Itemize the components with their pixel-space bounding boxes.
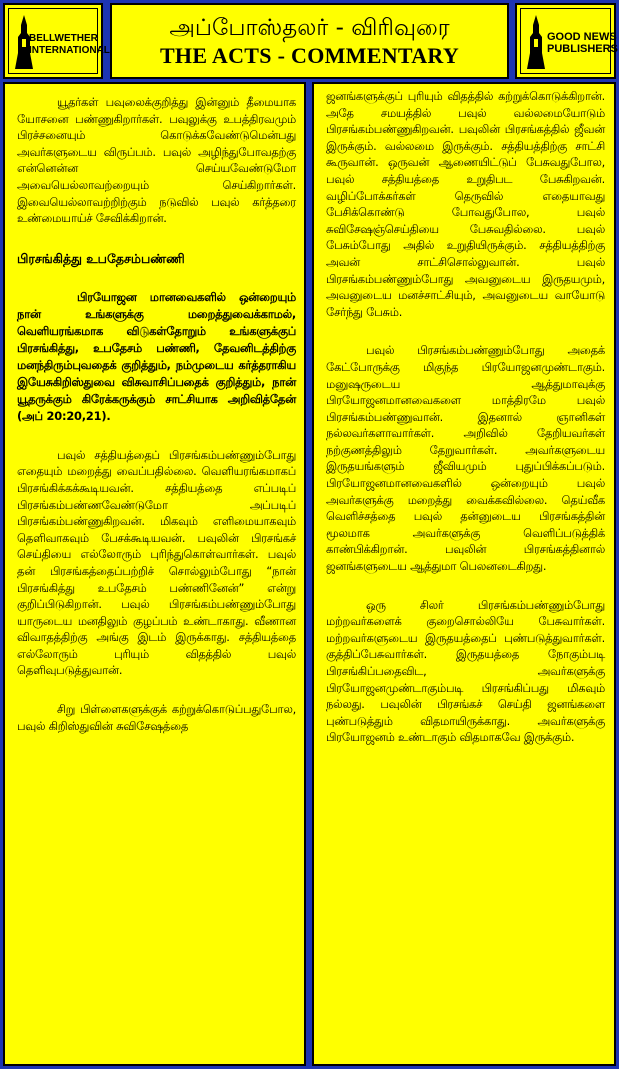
paragraph: ஒரு சிலர் பிரசங்கம்பண்ணும்போது மற்றவர்களைக் குறைசொல்லியே பேசுவார்கள். மற்றவர்களுடைய இருதயத்தைப் புண்படுத்துவார்கள். குத்திப்பேசுவார்கள். இருதயத்தை நோகும்படி பிரசங்கிப்பதைவிட, அவர்களுக்கு பிரயோஜனமுண்டாகும்படி பிரசங்கிப்பது மிகவும் நல்லது. பவுலின் பிரசங்கச் செய்தி ஜனங்களை புண்படுத்தும் விதமாயிருக்காது. அவர்களுக்கு பிரயோஜனம் உண்டாகும் விதமாகவே இருக்கும். — [326, 597, 605, 745]
logo-left-line: BELLWETHER INTERNATIONAL — [29, 33, 110, 56]
logo-right-line: GOOD NEWS PUBLISHERS — [547, 31, 618, 55]
logo-left-text — [29, 33, 110, 57]
scripture-quote: பிரயோஜன மானவைகளில் ஒன்றையும் நான் உங்களுக்கு மறைத்துவைக்காமல், வெளியரங்கமாக விடுகள்தோறும் உங்களுக்குப் பிரசங்கித்து, உபதேசம் பண்ணி, தேவனிடத்திற்கு மனந்திரும்புவதைக் குறித்தும், நம்முடைய கர்த்தராகிய இயேசுகிறிஸ்துவை விசுவாசிப்பதைக் குறித்தும், நான் யூதருக்கும் கிரேக்கருக்கும் சாட்சியாக அறிவித்தேன் (அப் 20:20,21). — [17, 289, 296, 423]
left-column-content — [17, 94, 296, 748]
section-heading: பிரசங்கித்து உபதேசம்பண்ணி — [17, 250, 185, 266]
tower-icon — [525, 13, 547, 71]
english-title: THE ACTS - COMMENTARY — [159, 43, 460, 68]
title-panel — [110, 3, 509, 79]
logo-frame — [520, 8, 618, 74]
paragraph: சிறு பிள்ளைகளுக்குக் கற்றுக்கொடுப்பதுபோல, பவுல் கிறிஸ்துவின் சுவிசேஷத்தை — [17, 702, 296, 733]
right-column-content — [326, 88, 605, 760]
logo-frame — [8, 8, 110, 74]
right-column — [312, 82, 616, 1066]
good-news-logo — [515, 3, 616, 79]
logo-right-text — [547, 31, 618, 55]
paragraph: பவுல் பிரசங்கம்பண்ணும்போது அதைக் கேட்போருக்கு மிகுந்த பிரயோஜனமுண்டாகும். மனுஷருடைய ஆத்துமாவுக்கு பிரயோஜனமானவைகளை மாத்திரமே பவுல் பிரசங்கம்பண்ணுவான். இதனால் ஞானிகள் நல்லவர்களாவார்கள். அறிவில் தேறியவர்கள் நற்குணத்திலும் தேறுவார்கள். அவர்களுடைய இருதயங்களும் ஜீவியமும் புதுப்பிக்கப்படும். பிரயோஜனமானவைகளில் ஒன்றையும் பவுல் அவர்களுக்கு மறைத்து வைக்கவில்லை. தெய்வீக வெளிச்சத்தை பவுல் தன்னுடைய பிரசங்கத்தின் மூலமாக அவர்களுக்கு வெளிப்படுத்திக் காண்பிக்கிறான். பவுலின் பிரசங்கத்தினால் ஜனங்களுடைய ஆத்துமா பெலனடைகிறது. — [326, 343, 605, 574]
left-column — [3, 82, 306, 1066]
paragraph: யூதர்கள் பவுலைக்குறித்து இன்னும் தீமையாக யோசனை பண்ணுகிறார்கள். பவுலுக்கு உபத்திரவமும் பிரச்சனையும் கொடுக்கவேண்டுமென்பது அவர்களுடைய விருப்பம். பவுல் அழிந்துபோவதற்கு என்னென்ன செய்யவேண்டுமோ அவையெல்லாவற்றையும் செய்கிறார்கள். இவையெல்லாவற்றிற்கும் நடுவில் பவுல் கர்த்தரை உண்மையாய்ச் சேவிக்கிறான். — [17, 95, 296, 226]
paragraph: ஜனங்களுக்குப் புரியும் விதத்தில் கற்றுக்கொடுக்கிறான். அதே சமயத்தில் பவுல் வல்லமையோடும் பிரசங்கம்பண்ணுகிறவன். பவுலின் பிரசங்கத்தில் ஜீவன் இருக்கும். வல்லமை இருக்கும். சத்தியத்திற்கு சாட்சி கூருவான். ஒருவன் ஆணையிட்டுப் பேசுவதுபோல, பவுல் சத்தியத்தை உறுதிபட பேசுகிறவன். வழிப்போக்கர்கள் தெருவில் எதையாவது பேசிக்கொண்டு போவதுபோல, பவுல் சுவிசேஷஞ்செய்தியை பேசுவதில்லை. பவுல் பேசும்போது அதில் உறுதியிருக்கும். சத்தியத்திற்கு அவன் சாட்சிசொல்லுவான். பவுல் பிரசங்கம்பண்ணும்போது அவனுடைய இருதயமும், அவனுடைய மனச்சாட்சியும், அவனுடைய வாயோடு சேர்ந்து பேசும். — [326, 89, 605, 319]
tamil-title: அப்போஸ்தலர் - விரிவுரை — [169, 15, 450, 41]
bellwether-logo — [3, 3, 110, 79]
paragraph: பவுல் சத்தியத்தைப் பிரசங்கம்பண்ணும்போது எதையும் மறைத்து வைப்பதில்லை. வெளியரங்கமாகப் பிரசங்கிக்கக்கூடியவன். சத்தியத்தை எப்படிப் பிரசங்கம்பண்ணவேண்டுமோ அப்படிப் பிரசங்கம்பண்ணுகிறவன். மிகவும் எளிமையாகவும் தெளிவாகவும் பேசக்கூடியவன். பவுலின் பிரசங்கச் செய்தியை எல்லோரும் புரிந்துகொள்வார்கள். பவுல் தன் பிரசங்கத்தைப்பற்றிச் சொல்லும்போது “நான் பிரசங்கித்து உபதேசம் பண்ணினேன்” என்று குறிப்பிடுகிறான். பவுல் பிரசங்கம்பண்ணும்போது யாருடைய மனதிலும் குழப்பம் உண்டாகாது. வீணான விவாதத்திற்கு அங்கு இடம் இருக்காது. சத்தியத்தை எல்லோரும் புரியும் விதத்தில் பவுல் தெளிவுபடுத்துவான். — [17, 447, 296, 678]
